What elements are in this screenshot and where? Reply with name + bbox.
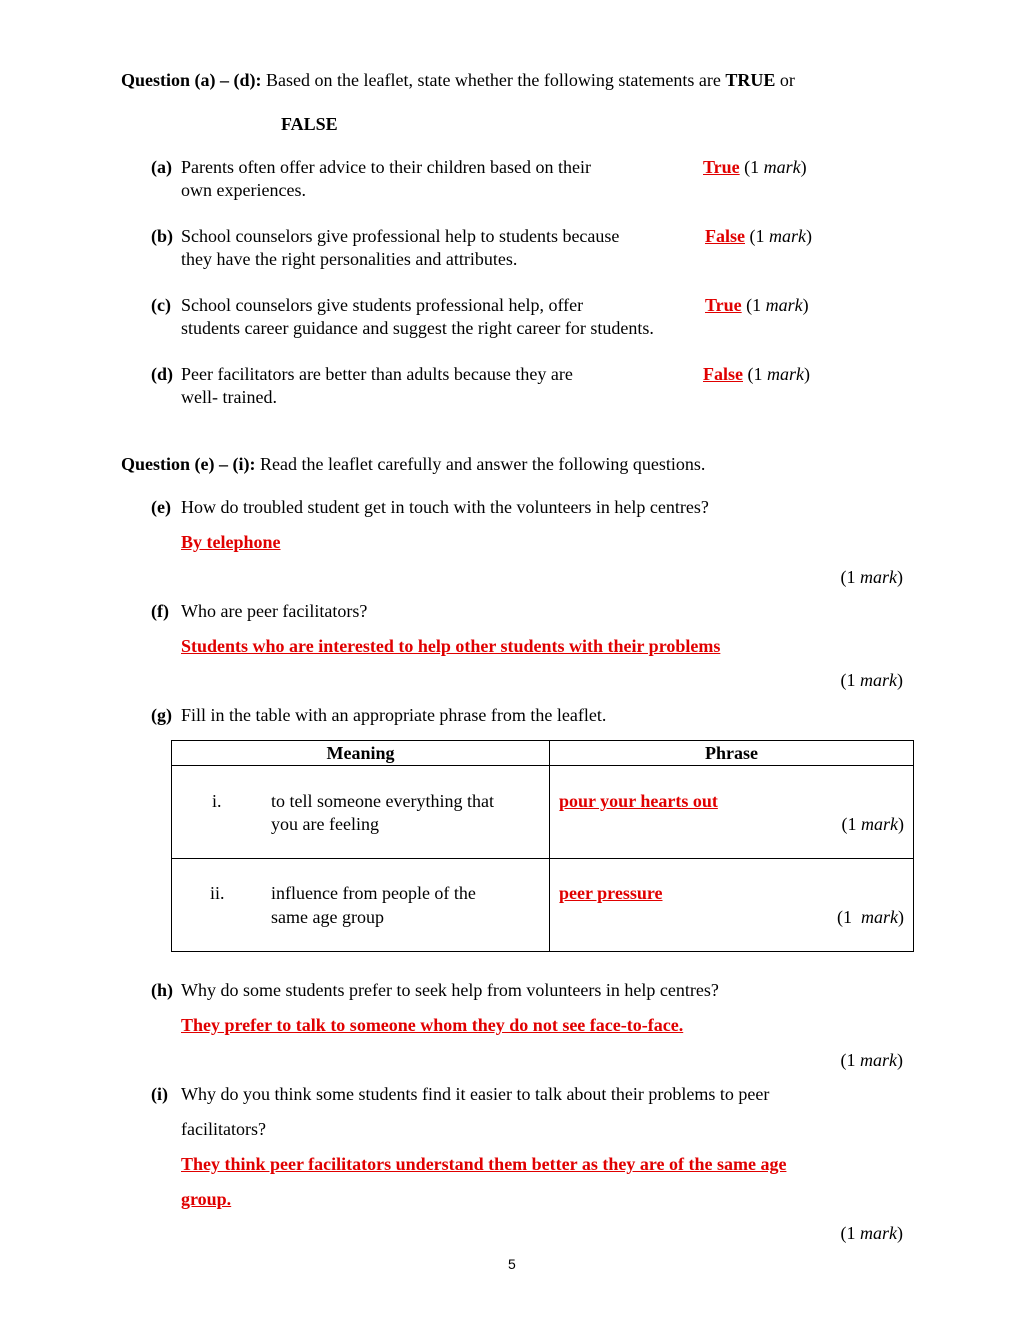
meaning-cell [172,859,550,952]
item-text-line1: Parents often offer advice to their children based on their [181,157,592,177]
item-text-line2: students career guidance and suggest the right career for students. [181,318,654,338]
question-letter: (i) [151,1084,168,1104]
meaning-cell [172,766,550,859]
question-letter: (f) [151,601,169,621]
table-header-row [172,741,914,766]
row-number: i. [212,791,222,811]
answer-text: Students who are interested to help other students with their problems [181,636,721,656]
phrase-cell [550,766,914,859]
question-text-line2: facilitators? [181,1119,266,1139]
phrase-answer: pour your hearts out [559,791,718,811]
header-meaning: Meaning [172,741,550,766]
answer-text: By telephone [181,532,281,552]
meaning-line2: same age group [271,907,384,927]
meaning-line1: influence from people of the [271,883,476,903]
mark-label: (1 mark) [837,907,904,927]
answer-text-line2: group. [181,1189,232,1209]
section2-instruction [121,453,705,476]
item-answer-mark: True (1 mark) [705,295,809,315]
item-text-line1: Peer facilitators are better than adults because they are [181,364,573,384]
item-text-line2: well- trained. [181,387,277,407]
question-text: Fill in the table with an appropriate phrase from the leaflet. [181,705,607,725]
question-letter: (g) [151,705,172,725]
table-row [172,766,914,859]
section2-text: Read the leaflet carefully and answer the following questions. [255,454,706,474]
item-text-line2: own experiences. [181,180,306,200]
section1-instruction [121,69,795,92]
section1-text: Based on the leaflet, state whether the following statements are [261,70,726,90]
question-text: How do troubled student get in touch with the volunteers in help centres? [181,497,709,517]
mark-label: (1 mark) [841,814,904,834]
answer-true: True [705,295,742,315]
item-letter: (c) [151,295,171,315]
item-answer-mark: False (1 mark) [703,364,810,384]
question-letter: (h) [151,980,173,1000]
question-text: Why do some students prefer to seek help from volunteers in help centres? [181,980,719,1000]
phrase-cell [550,859,914,952]
answer-text: They prefer to talk to someone whom they do not see face-to-face. [181,1015,684,1035]
answer-false: False [705,226,745,246]
item-text-line1: School counselors give professional help to students because [181,226,620,246]
mark-label: (1 mark) [840,1050,903,1070]
item-answer-mark: False (1 mark) [705,226,812,246]
mark-label: (1 mark) [840,670,903,690]
item-text-line1: School counselors give students professional help, offer [181,295,584,315]
phrase-answer: peer pressure [559,883,663,903]
answer-true: True [703,157,740,177]
meaning-line2: you are feeling [271,814,379,834]
mark-label: (1 mark) [840,1223,903,1243]
table-row [172,859,914,952]
vocab-table [171,740,914,952]
item-letter: (d) [151,364,173,384]
page-number: 5 [508,1256,516,1272]
header-phrase: Phrase [550,741,914,766]
false-word: FALSE [281,114,338,134]
question-letter: (e) [151,497,171,517]
section1-label: Question (a) – (d): [121,70,262,90]
question-text: Who are peer facilitators? [181,601,368,621]
true-word: TRUE [725,70,776,90]
section2-label: Question (e) – (i): [121,454,256,474]
item-letter: (a) [151,157,172,177]
question-text-line1: Why do you think some students find it easier to talk about their problems to peer [181,1084,770,1104]
item-answer-mark: True (1 mark) [703,157,807,177]
item-text-line2: they have the right personalities and attributes. [181,249,518,269]
mark-label: (1 mark) [840,567,903,587]
item-letter: (b) [151,226,173,246]
or-word: or [775,70,795,90]
meaning-line1: to tell someone everything that [271,791,494,811]
answer-text-line1: They think peer facilitators understand them better as they are of the same age [181,1154,787,1174]
row-number: ii. [210,883,225,903]
answer-false: False [703,364,743,384]
